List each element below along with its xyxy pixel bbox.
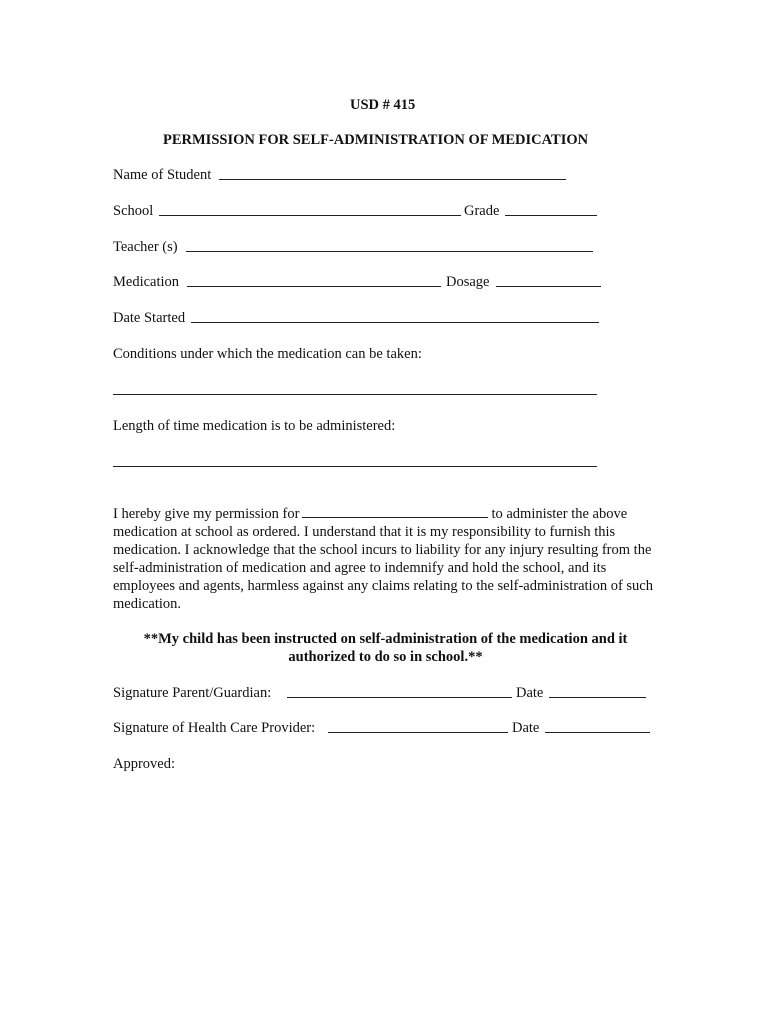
length-field[interactable] [113,454,597,467]
provider-signature-field[interactable] [328,720,508,733]
parent-signature-label: Signature Parent/Guardian: [113,685,272,701]
length-label: Length of time medication is to be administered: [113,418,396,434]
provider-date-label: Date [512,720,540,736]
student-name-label: Name of Student [113,167,212,183]
grade-label: Grade [464,203,500,219]
permission-name-field[interactable] [302,505,488,518]
district-heading: USD # 415 [350,97,416,113]
date-started-label: Date Started [113,310,186,326]
date-started-field[interactable] [191,310,599,323]
conditions-field[interactable] [113,382,597,395]
medication-field[interactable] [187,274,441,287]
student-name-field[interactable] [219,167,566,180]
parent-signature-field[interactable] [287,685,512,698]
medication-label: Medication [113,274,180,290]
permission-paragraph [113,505,663,613]
permission-lead: I hereby give my permission for [113,506,300,522]
dosage-field[interactable] [496,274,601,287]
permission-rest: to administer the above medication at school as ordered. I understand that it is my responsibility to furnish this medication. I acknowledge that the school incurs to liability for any injury resulting from the self-administration of medication and agree to indemnify and hold the school, and its employees and agents, harmless against any claims relating to the self-administration of such medication. [113,506,653,612]
instructed-note: **My child has been instructed on self-administration of the medication and it authorized to do so in school.** [143,631,628,665]
school-label: School [113,203,154,219]
form-title: PERMISSION FOR SELF-ADMINISTRATION OF MEDICATION [163,132,589,148]
parent-date-label: Date [516,685,544,701]
provider-signature-label: Signature of Health Care Provider: [113,720,316,736]
grade-field[interactable] [505,203,597,216]
teacher-label: Teacher (s) [113,239,178,255]
approved-label: Approved: [113,756,176,772]
provider-date-field[interactable] [545,720,650,733]
dosage-label: Dosage [446,274,490,290]
parent-date-field[interactable] [549,685,646,698]
teacher-field[interactable] [186,239,593,252]
school-field[interactable] [159,203,461,216]
conditions-label: Conditions under which the medication can be taken: [113,346,422,362]
